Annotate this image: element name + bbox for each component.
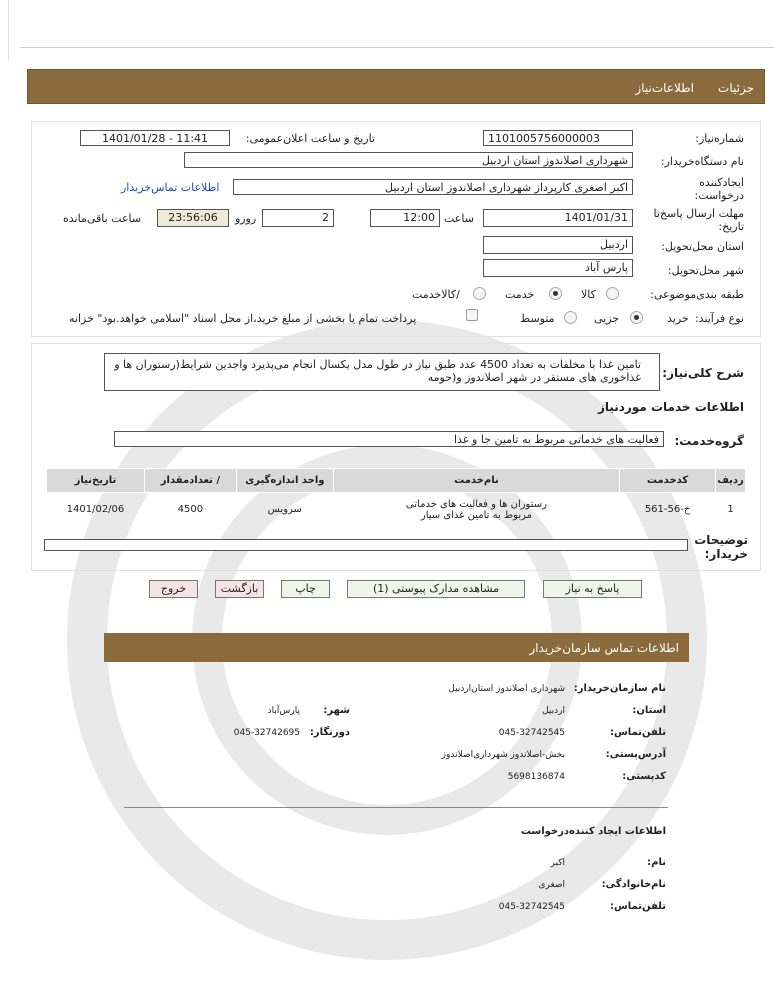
cell-unit: سرویس	[236, 493, 333, 527]
cell-name-line1: رستوران ها و فعالیت های خدماتی	[405, 498, 547, 510]
treasury-payment-checkbox[interactable]	[466, 309, 478, 321]
category-radio-goods[interactable]	[606, 287, 619, 300]
delivery-city-label: شهر محل‌تحویل:	[667, 264, 744, 277]
category-option-service: خدمت	[505, 288, 535, 301]
creator-name-value: اکبر	[550, 858, 565, 868]
cell-qty: 4500	[144, 493, 236, 527]
contact-info-header	[104, 633, 689, 662]
contact-fax-label: دورنگار:	[309, 727, 350, 738]
services-info-heading: اطلاعات خدمات موردنیاز	[597, 400, 744, 414]
general-description-field: تامین غذا با مخلفات به تعداد 4500 عدد طبق نیاز در طول مدل یکسال انجام می‌پذیرد واجدین شرایط(رستوران ها و غذاخوری های مستقر در شهر اصلاندوز و(حومه	[104, 353, 660, 391]
city-field: پارس آباد	[483, 259, 633, 277]
contact-fax-value: 045-32742695	[233, 728, 300, 738]
deadline-date-field: 1401/01/31	[483, 209, 633, 227]
treasury-payment-note: پرداخت تمام یا بخشی از مبلغ خرید،از محل اسناد "اسلامی خواهد.بود" خزانه	[69, 312, 417, 325]
back-button[interactable]: بازگشت	[215, 580, 264, 598]
contact-org-label: نام سازمان‌خریدار:	[573, 683, 666, 694]
col-name: نام‌خدمت	[333, 469, 619, 493]
service-group-label: گروه‌خدمت:	[674, 434, 744, 448]
creator-name-label: نام:	[647, 857, 666, 868]
category-option-goods-service: /کالاخدمت	[412, 288, 460, 301]
need-number-field: 1101005756000003	[483, 130, 633, 146]
creator-phone-value: 045-32742545	[498, 902, 565, 912]
deadline-time-field: 12:00	[370, 209, 440, 227]
remaining-label: ساعت باقی‌مانده	[63, 212, 142, 225]
contact-city-value: پارس‌آباد	[267, 706, 300, 716]
col-row: ردیف	[716, 469, 746, 493]
category-option-goods: کالا	[581, 288, 596, 301]
creator-family-value: اصغری	[538, 880, 565, 890]
items-table	[46, 468, 746, 527]
process-radio-medium[interactable]	[564, 311, 577, 324]
creator-phone-label: تلفن‌تماس:	[609, 901, 666, 912]
announce-datetime-label: تاریخ و ساعت اعلان‌عمومی:	[245, 132, 375, 145]
tab-details[interactable]: جزئیات	[718, 81, 754, 95]
general-description-label: شرح کلی‌نیاز:	[662, 366, 744, 380]
buyer-notes-field	[44, 539, 688, 551]
days-field: 2	[262, 209, 334, 227]
creator-family-label: نام‌خانوادگی:	[601, 879, 666, 890]
contact-postal-value: 5698136874	[507, 772, 565, 782]
announce-datetime-field: 1401/01/28 - 11:41	[80, 130, 230, 146]
category-radio-goods-service[interactable]	[473, 287, 486, 300]
contact-phone-value: 045-32742545	[498, 728, 565, 738]
day-label: روزو	[235, 212, 257, 225]
category-label: طبقه بندی‌موضوعی:	[650, 288, 744, 301]
contact-city-label: شهر:	[323, 705, 350, 716]
contact-address-label: آدرس‌پستی:	[605, 749, 666, 760]
tabs-header	[27, 69, 765, 104]
tab-need-info[interactable]: اطلاعات‌نیاز	[635, 81, 694, 95]
cell-name	[333, 493, 619, 527]
cell-date: 1401/02/06	[47, 493, 145, 527]
process-type-label: نوع فرآیند:	[694, 312, 744, 325]
buyer-org-label: نام دستگاه‌خریدار:	[660, 155, 744, 168]
process-option-medium: متوسط	[520, 312, 555, 325]
col-date: تاریخ‌نیاز	[47, 469, 145, 493]
col-qty: / تعدادمقدار	[144, 469, 236, 493]
deadline-label: مهلت ارسال پاسخ‌تا تاریخ:	[653, 207, 744, 233]
buyer-contact-link[interactable]: اطلاعات تماس‌خریدار	[121, 181, 220, 194]
print-button[interactable]: چاپ	[281, 580, 330, 598]
buyer-notes-label: توضیحات خریدار:	[694, 533, 748, 561]
cell-code: خ-56-561	[620, 493, 716, 527]
creator-label: ایجادکننده درخواست:	[694, 176, 744, 202]
contact-org-value: شهرداری اصلاندوز استان‌اردبیل	[448, 684, 565, 694]
cell-row: 1	[716, 493, 746, 527]
contact-address-value: بخش-اصلاندوز شهرداری‌اصلاندوز	[441, 750, 565, 760]
creator-info-heading: اطلاعات ایجاد کننده‌درخواست	[520, 826, 666, 837]
process-radio-minor[interactable]	[630, 311, 643, 324]
cell-name-line2: مربوط به تامین غذای سیار	[420, 509, 532, 521]
contact-divider	[124, 807, 668, 808]
reply-button[interactable]: پاسخ به نیاز	[543, 580, 642, 598]
attachments-button[interactable]: مشاهده مدارک پیوستی (1)	[347, 580, 525, 598]
col-code: کدخدمت	[620, 469, 716, 493]
contact-province-label: استان:	[632, 705, 666, 716]
contact-postal-label: کدپستی:	[622, 771, 666, 782]
table-row	[47, 493, 746, 527]
delivery-province-label: استان محل‌تحویل:	[661, 240, 744, 253]
service-group-field: فعالیت های خدماتی مربوط به تامین جا و غذا	[114, 431, 664, 447]
category-radio-service[interactable]	[549, 287, 562, 300]
contact-phone-label: تلفن‌تماس:	[609, 727, 666, 738]
need-number-label: شماره‌نیاز:	[695, 132, 744, 145]
col-unit: واحد اندازه‌گیری	[236, 469, 333, 493]
province-field: اردبیل	[483, 236, 633, 254]
creator-field: اکبر اصغری کارپرداز شهرداری اصلاندوز استان اردبیل	[233, 179, 633, 195]
exit-button[interactable]: خروج	[149, 580, 198, 598]
contact-info-title: اطلاعات تماس سازمان‌خریدار	[529, 641, 679, 655]
remaining-time-field: 23:56:06	[157, 209, 229, 227]
process-prefix: خرید	[667, 312, 689, 325]
process-option-minor: جزیی	[594, 312, 620, 325]
time-label: ساعت	[444, 212, 474, 225]
buyer-org-field: شهرداری اصلاندوز استان اردبیل	[184, 152, 633, 168]
contact-province-value: اردبیل	[542, 706, 565, 716]
